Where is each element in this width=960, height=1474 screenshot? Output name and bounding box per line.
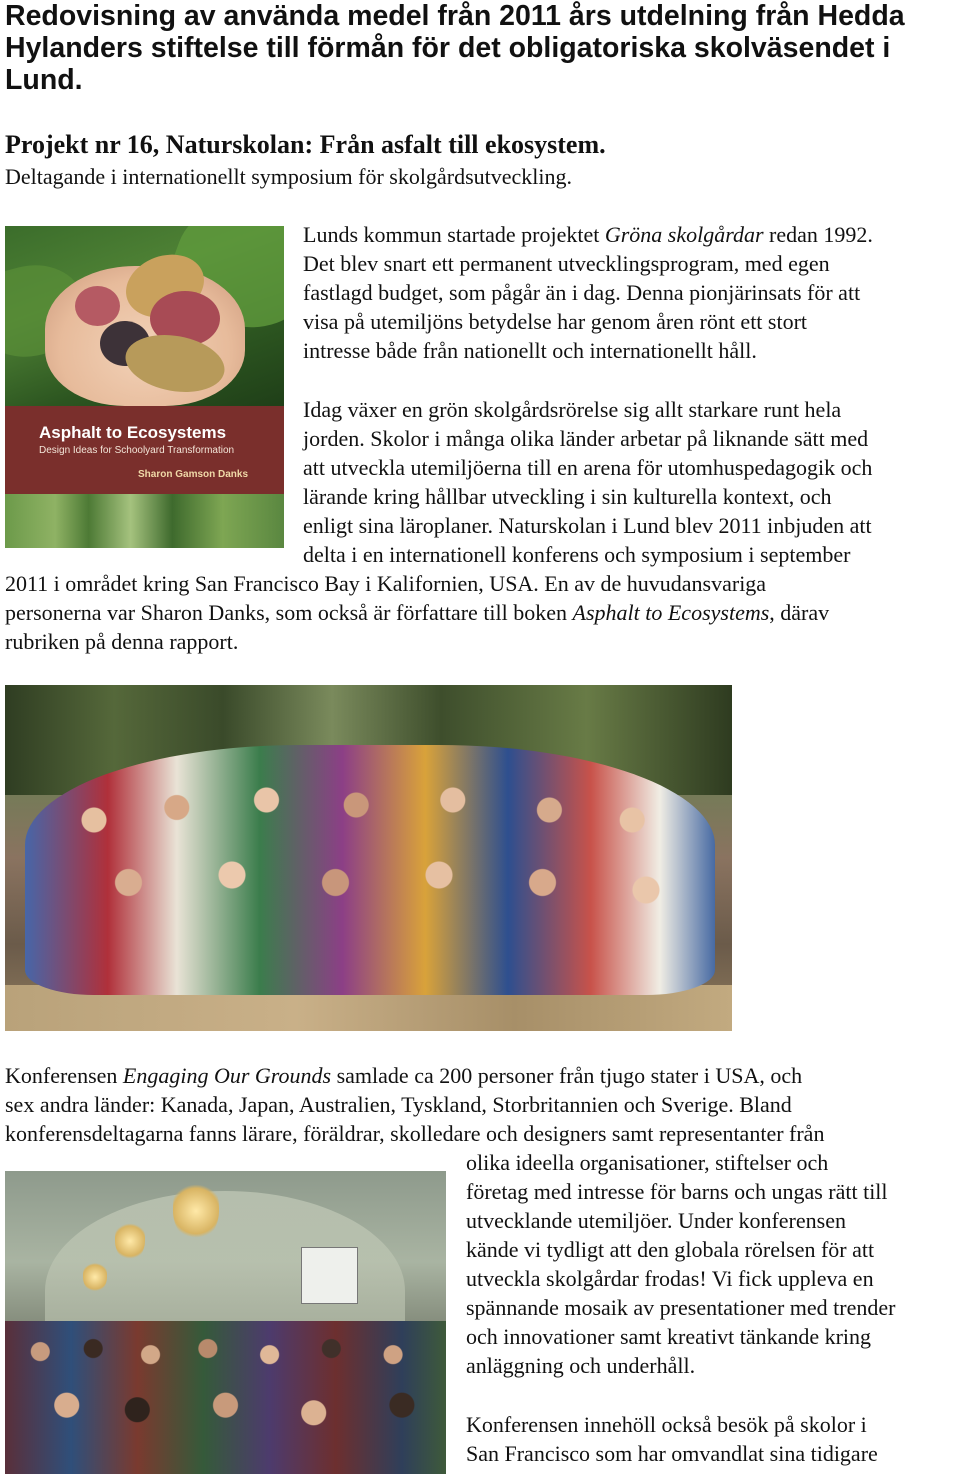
paragraph-1-line: intresse både från nationellt och internationellt håll. (303, 338, 757, 363)
paragraph-1-line: Lunds kommun startade projektet Gröna skolgårdar redan 1992. (303, 222, 873, 247)
paragraph-3-line: företag med intresse för barns och ungas rätt till (466, 1179, 888, 1204)
chandelier-icon (173, 1181, 219, 1241)
book-cover-image (5, 226, 284, 548)
paragraph-2-line: lärande kring hållbar utveckling i sin kulturella kontext, och (303, 484, 832, 509)
paragraph-3-line: utvecklande utemiljöer. Under konferensen (466, 1208, 846, 1233)
document-title: Redovisning av använda medel från 2011 års utdelning från Hedda Hylanders stiftelse till förmån för det obligatoriska skolväsendet i Lund. (5, 0, 905, 96)
audience (5, 1321, 446, 1474)
paragraph-3-line: olika ideella organisationer, stiftelser och (466, 1150, 829, 1175)
paragraph-2-line: jorden. Skolor i många olika länder arbetar på liknande sätt med (303, 426, 869, 451)
chandelier-icon (115, 1221, 145, 1261)
paragraph-3-line: och innovationer samt kreativt tänkande kring (466, 1324, 872, 1349)
paragraph-2-line: enligt sina läroplaner. Naturskolan i Lund blev 2011 inbjuden att (303, 513, 872, 538)
project-subtitle: Deltagande i internationellt symposium för skolgårdsutveckling. (5, 164, 572, 189)
paragraph-2-line: 2011 i området kring San Francisco Bay i Kalifornien, USA. En av de huvudansvariga (5, 571, 767, 596)
paragraph-2-line: delta i en internationell konferens och symposium i september (303, 542, 851, 567)
paragraph-2-line: personerna var Sharon Danks, som också är författare till boken Asphalt to Ecosystems, därav (5, 600, 830, 625)
book-author: Sharon Gamson Danks (138, 469, 249, 480)
project-title: Projekt nr 16, Naturskolan: Från asfalt till ekosystem. (5, 130, 606, 159)
paragraph-3-line: sex andra länder: Kanada, Japan, Australien, Tyskland, Storbritannien och Sverige. Bland (5, 1092, 792, 1117)
paragraph-3-line: konferensdeltagarna fanns lärare, föräldrar, skolledare och designers samt representanter från (5, 1121, 825, 1146)
paragraph-2-line: att utveckla utemiljöerna till en arena för utomhuspedagogik och (303, 455, 873, 480)
book-title: Asphalt to Ecosystems (39, 423, 227, 442)
potatoes-photo (5, 226, 284, 406)
paragraph-2-line: Idag växer en grön skolgårdsrörelse sig allt starkare runt hela (303, 397, 842, 422)
paragraph-3-line: kände vi tydligt att den globala rörelsen för att (466, 1237, 875, 1262)
paragraph-3-line: spännande mosaik av presentationer med trender (466, 1295, 896, 1320)
paragraph-3-line: utveckla skolgårdar frodas! Vi fick uppleva en (466, 1266, 874, 1291)
group-photo (5, 685, 732, 1031)
conference-participants-crowd (25, 745, 715, 995)
paragraph-4-line: Konferensen innehöll också besök på skolor i (466, 1412, 867, 1437)
paragraph-1-line: Det blev snart ett permanent utvecklingsprogram, med egen (303, 251, 830, 276)
paragraph-4-line: San Francisco som har omvandlat sina tidigare (466, 1441, 878, 1466)
conference-hall-photo (5, 1171, 446, 1474)
paragraph-3-line: Konferensen Engaging Our Grounds samlade ca 200 personer från tjugo stater i USA, och (5, 1063, 803, 1088)
paragraph-2-line: rubriken på denna rapport. (5, 629, 239, 654)
projection-screen (301, 1247, 358, 1304)
book-subtitle: Design Ideas for Schoolyard Transformation (39, 445, 235, 456)
paragraph-1-line: fastlagd budget, som pågår än i dag. Denna pionjärinsats för att (303, 280, 861, 305)
chandelier-icon (83, 1261, 107, 1293)
schoolyard-photo-strip (5, 494, 284, 548)
paragraph-3-line: anläggning och underhåll. (466, 1353, 696, 1378)
paragraph-1-line: visa på utemiljöns betydelse har genom åren rönt ett stort (303, 309, 808, 334)
